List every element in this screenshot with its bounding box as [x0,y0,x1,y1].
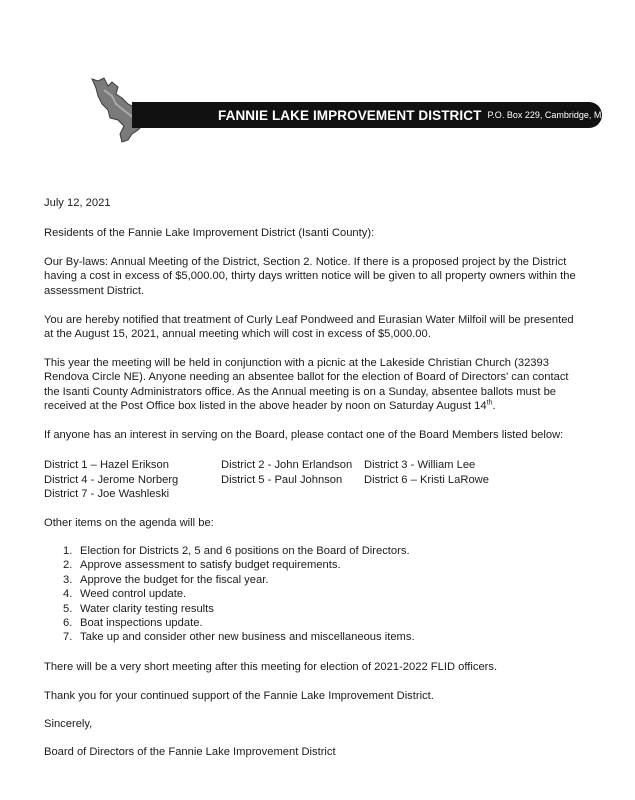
agenda-item [44,602,415,616]
district-entry: District 3 - William Lee [364,459,476,471]
agenda-item-number: 2. [63,559,73,572]
agenda-item [44,558,415,572]
picnic-paragraph [44,356,584,414]
district-name: FANNIE LAKE IMPROVEMENT DISTRICT [218,107,482,123]
letterhead [82,74,635,144]
closing: Sincerely, [44,718,93,730]
signature: Board of Directors of the Fannie Lake Improvement District [44,746,336,758]
agenda-intro: Other items on the agenda will be: [44,517,214,529]
district-column-1 [44,458,178,502]
agenda-item-text: Weed control update. [80,588,187,601]
district-entry: District 1 – Hazel Erikson [44,459,169,471]
picnic-superscript: th [486,399,493,407]
agenda-item-text: Boat inspections update. [80,617,203,630]
district-address: P.O. Box 229, Cambridge, MN 55008 [487,110,635,120]
district-column-3 [364,458,489,487]
district-entry: District 5 - Paul Johnson [221,473,343,486]
agenda-item [44,587,415,601]
letter-salutation: Residents of the Fannie Lake Improvement District (Isanti County): [44,227,375,239]
agenda-item-text: Approve the budget for the fiscal year. [80,573,269,586]
agenda-item-number: 6. [63,617,73,630]
agenda-list [44,544,415,645]
agenda-item-text: Take up and consider other new business and miscellaneous items. [80,631,415,644]
picnic-end: . [492,400,496,413]
short-meeting-paragraph: There will be a very short meeting after this meeting for election of 2021-2022 FLID officers. [44,661,498,673]
bylaws-paragraph: Our By-laws: Annual Meeting of the District, Section 2. Notice. If there is a proposed project by the District having a cost in excess of $5,000.00, thirty days written notice will be given to all property owners within the assessment District. [44,256,576,297]
agenda-item-number: 3. [63,573,73,586]
agenda-item [44,544,415,558]
treatment-paragraph: You are hereby notified that treatment of Curly Leaf Pondweed and Eurasian Water Milfoil will be presented at the August 15, 2021, annual meeting which will cost in excess of $5,000.00. [44,314,574,341]
agenda-item-number: 7. [63,631,73,644]
agenda-item-number: 1. [63,545,73,557]
agenda-item-text: Water clarity testing results [80,602,214,615]
thanks-paragraph: Thank you for your continued support of the Fannie Lake Improvement District. [44,690,434,702]
agenda-item-number: 5. [63,602,73,615]
district-list [44,458,584,504]
district-entry: District 2 - John Erlandson [221,459,353,471]
board-paragraph: If anyone has an interest in serving on the Board, please contact one of the Board Members listed below: [44,429,564,441]
agenda-item-text: Election for Districts 2, 5 and 6 positions on the Board of Directors. [80,545,410,557]
picnic-text: This year the meeting will be held in conjunction with a picnic at the Lakeside Christian Church (32393 Rendova Circle NE). Anyone needing an absentee ballot for the election of Board of Directors' can contact the Isanti County Administrators office. As the Annual meeting is on a Sunday, absentee ballots must be received at the Post Office box listed in the above header by noon on Saturday August 14 [44,357,569,413]
district-entry: District 6 – Kristi LaRowe [364,473,489,486]
agenda-item-number: 4. [63,588,73,601]
agenda-item [44,616,415,630]
district-entry: District 7 - Joe Washleski [44,488,170,500]
agenda-item [44,573,415,587]
letter-date: July 12, 2021 [44,197,111,209]
agenda-item [44,630,415,644]
agenda-item-text: Approve assessment to satisfy budget requirements. [80,559,341,572]
letterhead-banner [132,102,635,128]
district-entry: District 4 - Jerome Norberg [44,473,179,486]
district-column-2 [221,458,352,487]
